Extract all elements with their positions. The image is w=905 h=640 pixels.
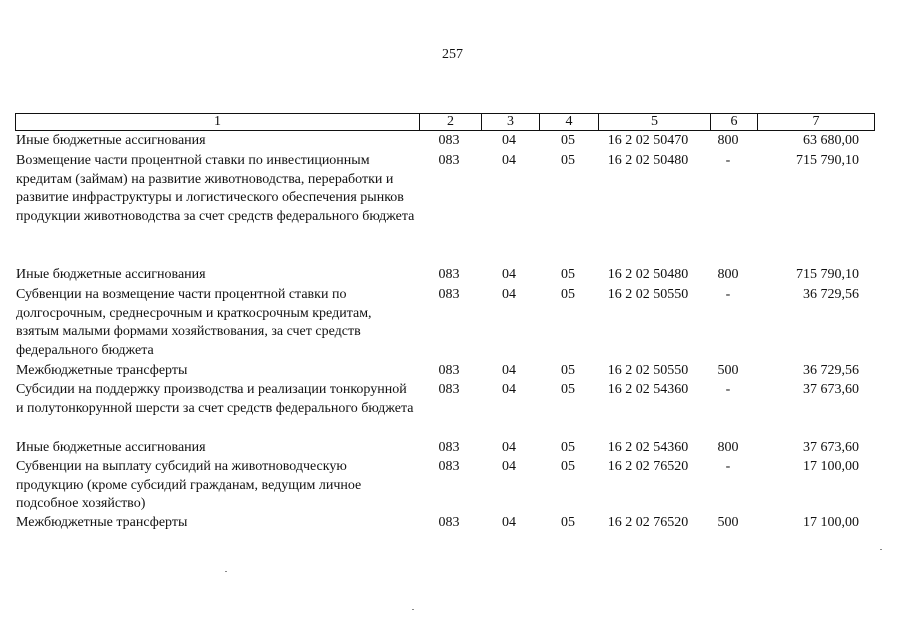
row-expense-type: 800 <box>717 133 739 148</box>
column-header-4: 4 <box>539 114 598 130</box>
row-code: 083 <box>438 267 460 282</box>
row-section: 04 <box>502 133 516 148</box>
row-subsection: 05 <box>561 382 575 397</box>
row-sum: 36 729,56 <box>803 363 859 378</box>
row-section: 04 <box>502 382 516 397</box>
row-target-item: 16 2 02 50550 <box>607 363 689 378</box>
row-target-item: 16 2 02 54360 <box>607 440 689 455</box>
row-subsection: 05 <box>561 153 575 168</box>
row-subsection: 05 <box>561 459 575 474</box>
row-expense-type: 500 <box>717 363 739 378</box>
row-expense-type: 800 <box>717 267 739 282</box>
row-expense-type: - <box>725 459 731 474</box>
row-code: 083 <box>438 382 460 397</box>
row-subsection: 05 <box>561 133 575 148</box>
row-description: Иные бюджетные ассигнования <box>16 133 206 148</box>
row-sum: 17 100,00 <box>803 515 859 530</box>
row-section: 04 <box>502 515 516 530</box>
row-subsection: 05 <box>561 515 575 530</box>
scan-speck <box>225 571 227 572</box>
row-description: Межбюджетные трансферты <box>16 515 188 530</box>
row-code: 083 <box>438 133 460 148</box>
row-target-item: 16 2 02 50470 <box>607 133 689 148</box>
row-target-item: 16 2 02 76520 <box>607 515 689 530</box>
table-header <box>15 113 875 131</box>
row-sum: 37 673,60 <box>803 382 859 397</box>
row-code: 083 <box>438 440 460 455</box>
row-sum: 37 673,60 <box>803 440 859 455</box>
page-number: 257 <box>442 47 463 62</box>
scan-speck <box>880 549 882 550</box>
row-sum: 63 680,00 <box>803 133 859 148</box>
row-code: 083 <box>438 287 460 302</box>
row-section: 04 <box>502 459 516 474</box>
row-sum: 17 100,00 <box>803 459 859 474</box>
row-sum: 715 790,10 <box>796 267 859 282</box>
row-expense-type: - <box>725 382 731 397</box>
scan-speck <box>412 609 414 610</box>
row-code: 083 <box>438 459 460 474</box>
row-subsection: 05 <box>561 267 575 282</box>
row-section: 04 <box>502 363 516 378</box>
row-section: 04 <box>502 440 516 455</box>
column-header-3: 3 <box>481 114 539 130</box>
column-header-5: 5 <box>598 114 710 130</box>
column-header-6: 6 <box>710 114 757 130</box>
row-description: Возмещение части процентной ставки по инвестиционным кредитам (займам) на развитие животноводства, переработки и развитие инфраструктуры и логистического обеспечения рынков продукции животноводства за счет средств федерального бюджета <box>16 153 415 224</box>
row-description: Субсидии на поддержку производства и реализации тонкорунной и полутонкорунной шерсти за счет средств федерального бюджета <box>16 382 414 416</box>
row-target-item: 16 2 02 50480 <box>607 267 689 282</box>
row-subsection: 05 <box>561 287 575 302</box>
row-expense-type: 500 <box>717 515 739 530</box>
row-description: Межбюджетные трансферты <box>16 363 188 378</box>
row-target-item: 16 2 02 50480 <box>607 153 689 168</box>
row-code: 083 <box>438 153 460 168</box>
row-description: Иные бюджетные ассигнования <box>16 440 206 455</box>
row-description: Субвенции на выплату субсидий на животноводческую продукцию (кроме субсидий гражданам, ведущим личное подсобное хозяйство) <box>16 459 362 511</box>
row-code: 083 <box>438 515 460 530</box>
row-subsection: 05 <box>561 440 575 455</box>
row-description: Субвенции на возмещение части процентной ставки по долгосрочным, среднесрочным и краткосрочным кредитам, взятым малыми формами хозяйствования, за счет средств федерального бюджета <box>16 287 372 358</box>
row-expense-type: - <box>725 287 731 302</box>
column-header-2: 2 <box>419 114 481 130</box>
column-header-7: 7 <box>757 114 874 130</box>
row-expense-type: 800 <box>717 440 739 455</box>
row-description: Иные бюджетные ассигнования <box>16 267 206 282</box>
row-code: 083 <box>438 363 460 378</box>
row-section: 04 <box>502 267 516 282</box>
column-header-1: 1 <box>214 114 221 129</box>
row-section: 04 <box>502 153 516 168</box>
row-expense-type: - <box>725 153 731 168</box>
row-target-item: 16 2 02 50550 <box>607 287 689 302</box>
row-sum: 36 729,56 <box>803 287 859 302</box>
row-target-item: 16 2 02 76520 <box>607 459 689 474</box>
row-sum: 715 790,10 <box>796 153 859 168</box>
row-target-item: 16 2 02 54360 <box>607 382 689 397</box>
row-section: 04 <box>502 287 516 302</box>
row-subsection: 05 <box>561 363 575 378</box>
